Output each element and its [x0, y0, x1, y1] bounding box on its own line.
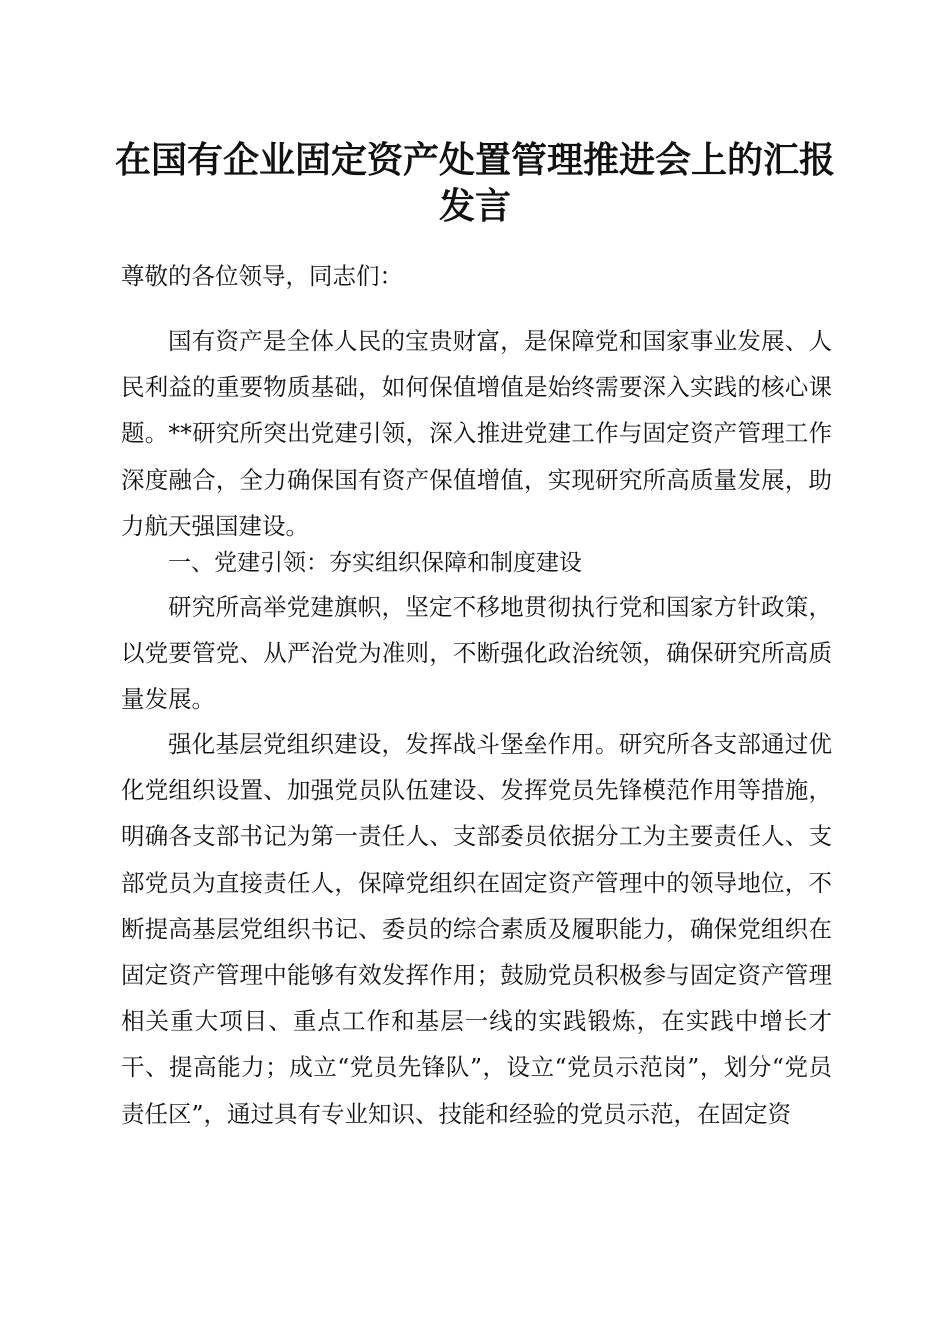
- salutation: 尊敬的各位领导，同志们：: [121, 262, 403, 290]
- section-heading: 一、党建引领：夯实组织保障和制度建设: [168, 550, 582, 576]
- section-paragraph-1: 研究所高举党建旗帜，坚定不移地贯彻执行党和国家方针政策，以党要管党、从严治党为准则，不断强化政治统领，确保研究所高质量发展。: [121, 593, 832, 714]
- document-title-line2: 发言: [438, 185, 511, 227]
- intro-paragraph: 国有资产是全体人民的宝贵财富，是保障党和国家事业发展、人民利益的重要物质基础，如何保值增值是始终需要深入实践的核心课题。**研究所突出党建引领，深入推进党建工作与固定资产管理工作深度融合，全力确保国有资产保值增值，实现研究所高质量发展，助力航天强国建设。: [121, 327, 832, 540]
- section-paragraph-2: 强化基层党组织建设，发挥战斗堡垒作用。研究所各支部通过优化党组织设置、加强党员队伍建设、发挥党员先锋模范作用等措施，明确各支部书记为第一责任人、支部委员依据分工为主要责任人、支部党员为直接责任人，保障党组织在固定资产管理中的领导地位，不断提高基层党组织书记、委员的综合素质及履职能力，确保党组织在固定资产管理中能够有效发挥作用；鼓励党员积极参与固定资产管理相关重大项目、重点工作和基层一线的实践锻炼，在实践中增长才干、提高能力；成立“党员先锋队”，设立“党员示范岗”，划分“党员责任区”，通过具有专业知识、技能和经验的党员示范，在固定资: [121, 730, 832, 1128]
- document-title-line1: 在国有企业固定资产处置管理推进会上的汇报: [114, 139, 835, 181]
